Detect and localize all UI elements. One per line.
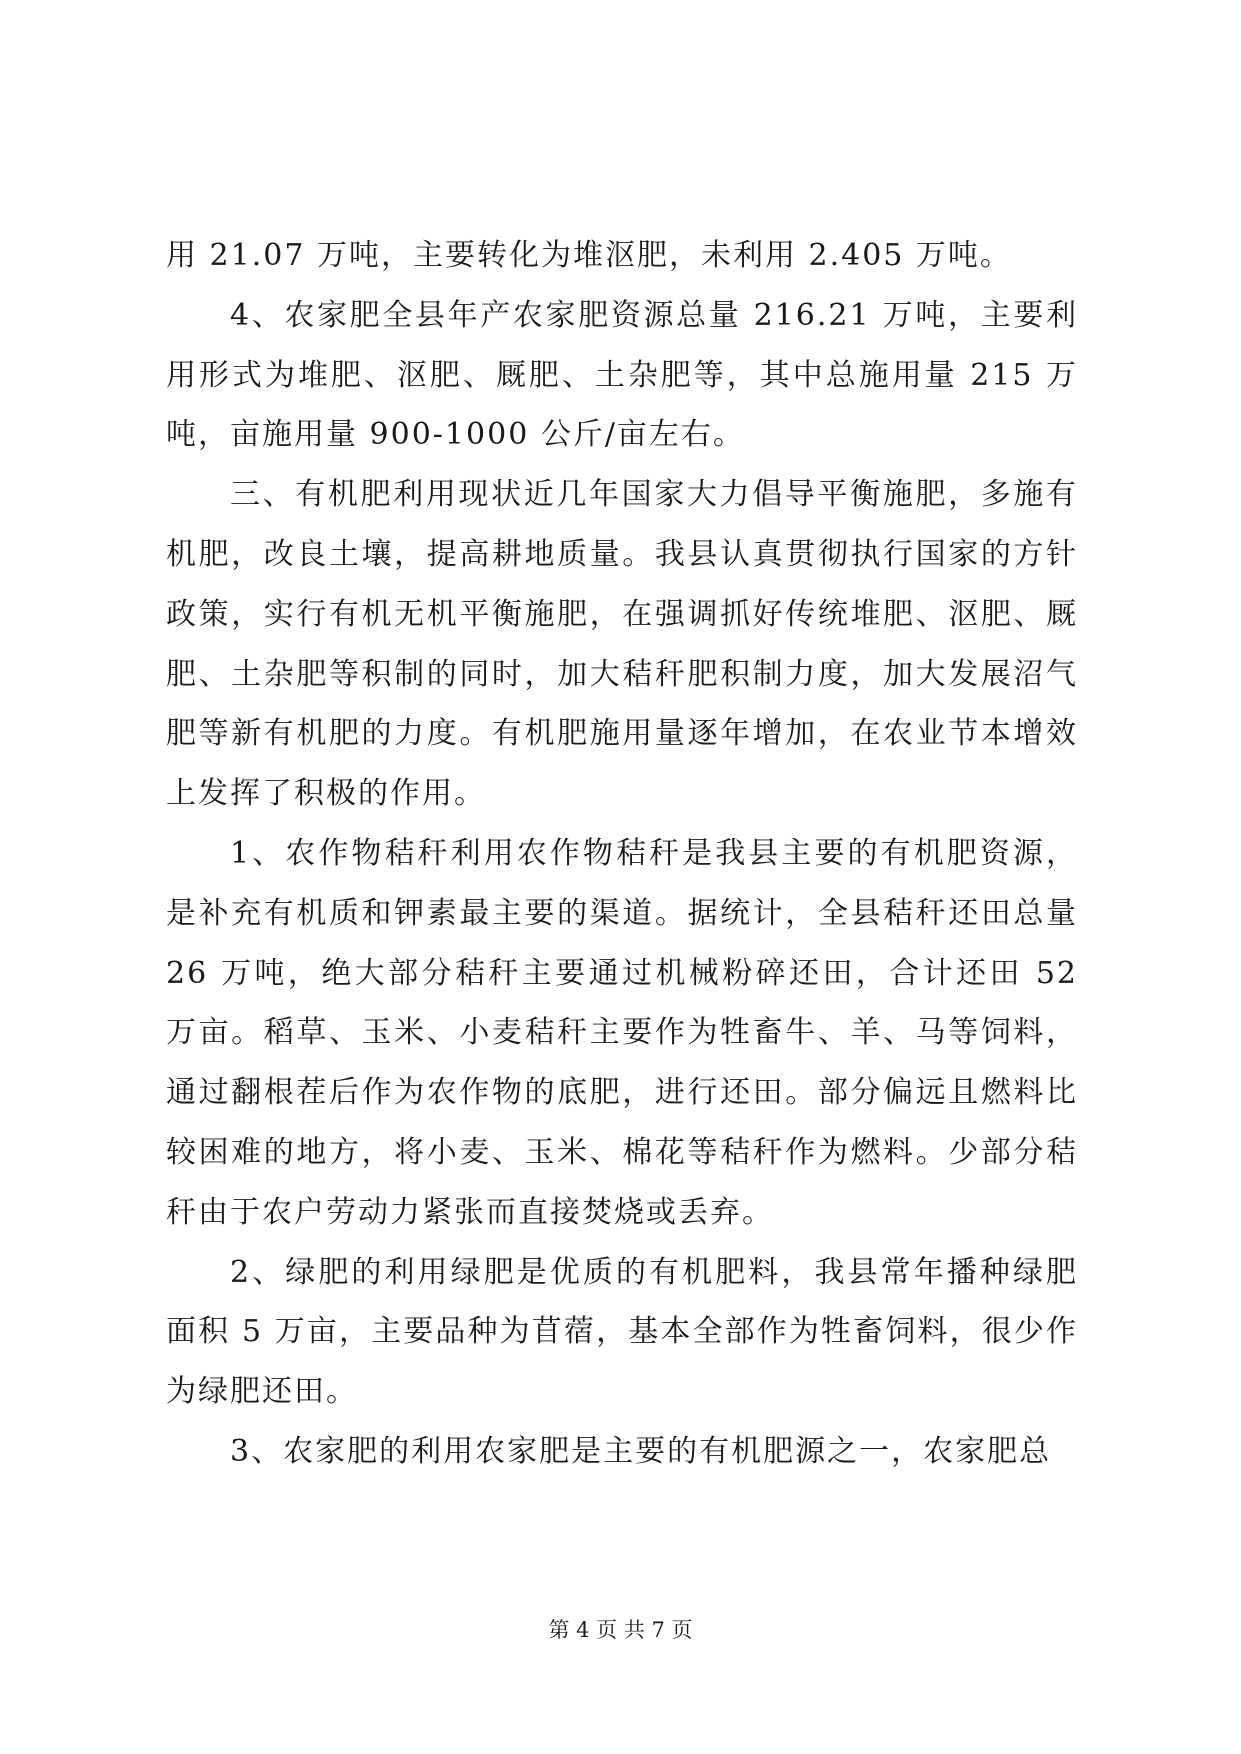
paragraph-green-manure: 2、绿肥的利用绿肥是优质的有机肥料，我县常年播种绿肥面积 5 万亩，主要品种为苜蓿，基本全部作为牲畜饲料，很少作为绿肥还田。 [166, 1254, 1078, 1410]
paragraph-straw-utilization: 1、农作物秸秆利用农作物秸秆是我县主要的有机肥资源，是补充有机质和钾素最主要的渠道。据统计，全县秸秆还田总量 26 万吨，绝大部分秸秆主要通过机械粉碎还田，合计还田 52 万亩。稻草、玉米、小麦秸秆主要作为牲畜牛、羊、马等饲料，通过翻根茬后作为农作物的底肥，进行还田。部分偏远且燃料比较困难的地方，将小麦、玉米、棉花等秸秆作为燃料。少部分秸秆由于农户劳动力紧张而直接焚烧或丢弃。 [166, 835, 1078, 1230]
paragraph-section-three: 三、有机肥利用现状近几年国家大力倡导平衡施肥，多施有机肥，改良土壤，提高耕地质量。我县认真贯彻执行国家的方针政策，实行有机无机平衡施肥，在强调抓好传统堆肥、沤肥、厩肥、土杂肥等积制的同时，加大秸秆肥积制力度，加大发展沼气肥等新有机肥的力度。有机肥施用量逐年增加，在农业节本增效上发挥了积极的作用。 [166, 477, 1078, 812]
document-body [166, 226, 1078, 1482]
page-number-footer: 第 4 页 共 7 页 [548, 1618, 693, 1642]
paragraph-farm-manure-use: 3、农家肥的利用农家肥是主要的有机肥源之一，农家肥总 [230, 1433, 1052, 1469]
paragraph-farm-manure-resources: 4、农家肥全县年产农家肥资源总量 216.21 万吨，主要利用形式为堆肥、沤肥、厩肥、土杂肥等，其中总施用量 215 万吨，亩施用量 900-1000 公斤/亩左右。 [166, 297, 1078, 453]
paragraph-continuation: 用 21.07 万吨，主要转化为堆沤肥，未利用 2.405 万吨。 [166, 238, 1012, 273]
